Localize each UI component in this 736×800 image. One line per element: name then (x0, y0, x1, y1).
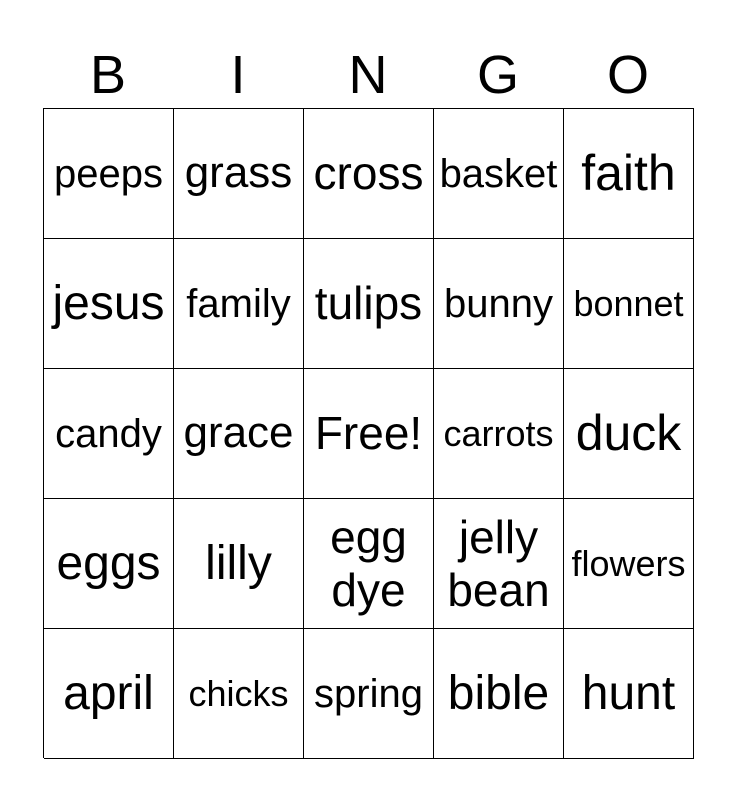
cell-r1-c3[interactable] (304, 109, 434, 239)
cell-text: duck (575, 404, 682, 461)
cell-text: lilly (205, 536, 272, 590)
cell-r3-c2[interactable] (174, 369, 304, 499)
cell-text: candy (55, 411, 162, 456)
cell-text: grace (183, 408, 294, 458)
cell-text: spring (314, 671, 423, 716)
cell-r2-c3[interactable] (304, 239, 434, 369)
cell-text: eggs (56, 536, 161, 590)
cell-r5-c4[interactable] (434, 629, 564, 759)
cell-r2-c5[interactable] (564, 239, 694, 369)
cell-text: bible (447, 666, 550, 720)
header-letter-g: G (476, 45, 519, 105)
cell-r4-c5[interactable] (564, 499, 694, 629)
cell-r1-c1[interactable] (44, 109, 174, 239)
cell-r5-c1[interactable] (44, 629, 174, 759)
cell-text: jelly bean (447, 510, 550, 616)
cell-text: carrots (443, 412, 554, 454)
cell-r3-c3[interactable] (304, 369, 434, 499)
cell-r4-c2[interactable] (174, 499, 304, 629)
cell-r2-c4[interactable] (434, 239, 564, 369)
cell-r2-c2[interactable] (174, 239, 304, 369)
cell-r3-c1[interactable] (44, 369, 174, 499)
cell-r1-c2[interactable] (174, 109, 304, 239)
cell-text: jesus (52, 276, 165, 330)
cell-text: grass (184, 148, 293, 198)
cell-text: chicks (188, 672, 289, 714)
cell-r4-c3[interactable] (304, 499, 434, 629)
header-letter-n: N (348, 45, 388, 105)
cell-r5-c3[interactable] (304, 629, 434, 759)
cell-r1-c5[interactable] (564, 109, 694, 239)
cell-r5-c5[interactable] (564, 629, 694, 759)
cell-r4-c1[interactable] (44, 499, 174, 629)
cell-text: cross (313, 147, 424, 200)
bingo-board (43, 108, 694, 758)
cell-r3-c5[interactable] (564, 369, 694, 499)
cell-r5-c2[interactable] (174, 629, 304, 759)
cell-text: basket (439, 151, 558, 196)
cell-text: tulips (314, 277, 423, 330)
cell-text: egg dye (330, 510, 407, 616)
cell-text: bonnet (573, 282, 684, 324)
cell-r1-c4[interactable] (434, 109, 564, 239)
cell-r3-c4[interactable] (434, 369, 564, 499)
cell-text: april (63, 666, 154, 720)
cell-text: peeps (54, 151, 163, 196)
cell-text: bunny (444, 281, 553, 326)
cell-r4-c4[interactable] (434, 499, 564, 629)
cell-text: Free! (314, 407, 423, 460)
bingo-header (43, 42, 693, 108)
cell-text: hunt (581, 666, 676, 720)
header-letter-b: B (89, 45, 127, 105)
cell-text: faith (581, 144, 676, 201)
header-letter-o: O (606, 45, 649, 105)
header-letter-i: I (230, 45, 246, 105)
cell-text: flowers (571, 542, 686, 584)
cell-text: family (186, 281, 291, 326)
cell-r2-c1[interactable] (44, 239, 174, 369)
